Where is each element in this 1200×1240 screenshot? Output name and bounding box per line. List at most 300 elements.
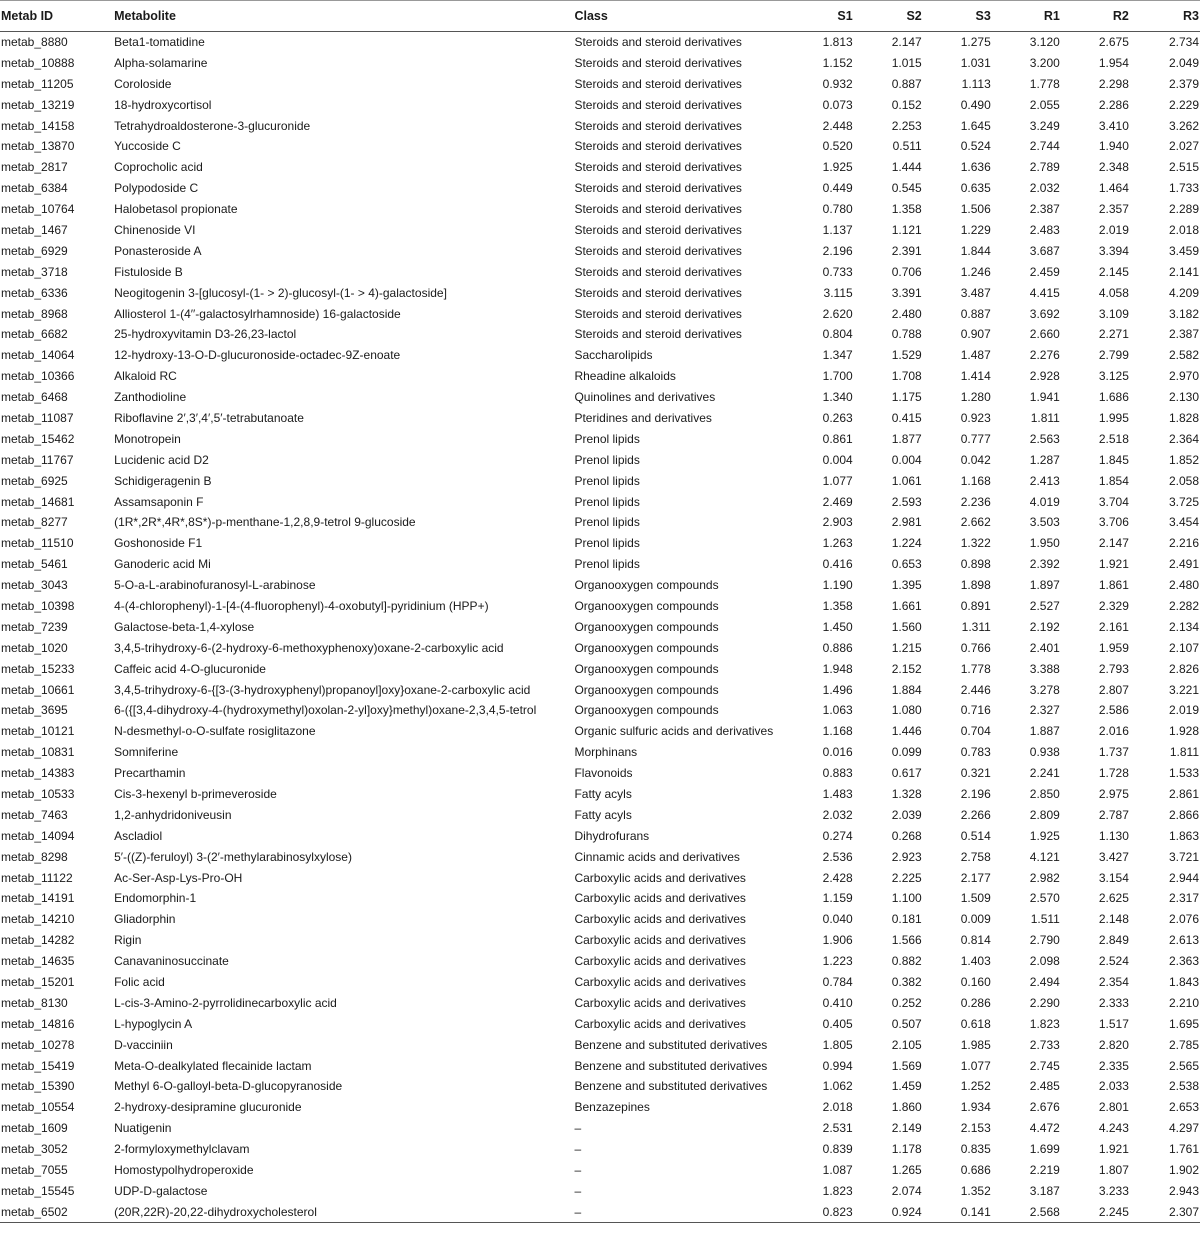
cell-r2: 2.019 xyxy=(1098,222,1129,237)
cell-metab-id: metab_10661 xyxy=(1,682,75,697)
cell-r1: 0.938 xyxy=(1029,745,1060,760)
table-row xyxy=(0,846,1200,867)
cell-s3: 0.141 xyxy=(922,1201,991,1222)
cell-s3: 0.783 xyxy=(960,745,991,760)
cell-metabolite: Ac-Ser-Asp-Lys-Pro-OH xyxy=(114,870,243,885)
cell-s3: 0.898 xyxy=(960,557,991,572)
table-row xyxy=(0,825,1200,846)
cell-r1: 3.503 xyxy=(1029,515,1060,530)
cell-s2: 0.882 xyxy=(891,954,922,969)
cell-s2: 2.593 xyxy=(891,494,922,509)
table-row xyxy=(0,763,1200,784)
cell-s2: 1.560 xyxy=(891,619,922,634)
cell-r1: 2.570 xyxy=(1029,891,1060,906)
cell-s3: 0.923 xyxy=(960,410,991,425)
cell-class: Rheadine alkaloids xyxy=(574,369,676,384)
cell-s2: 0.099 xyxy=(891,745,922,760)
cell-r2: 2.348 xyxy=(1098,160,1129,175)
cell-r3: 2.826 xyxy=(1168,661,1199,676)
cell-s1: 2.903 xyxy=(822,515,853,530)
cell-s1: 2.448 xyxy=(822,118,853,133)
cell-s3: 0.514 xyxy=(960,828,991,843)
cell-r3: 1.863 xyxy=(1168,828,1199,843)
table-row xyxy=(0,345,1200,366)
cell-r3: 2.107 xyxy=(1168,640,1199,655)
cell-metabolite: 25-hydroxyvitamin D3-26,23-lactol xyxy=(114,327,297,342)
cell-s1: 2.620 xyxy=(822,306,853,321)
cell-r3: 3.721 xyxy=(1168,849,1199,864)
cell-s3: 0.716 xyxy=(960,703,991,718)
cell-metabolite: Polypodoside C xyxy=(114,181,199,196)
cell-r1: 2.928 xyxy=(1029,369,1060,384)
cell-s2: 0.507 xyxy=(891,1016,922,1031)
cell-r3: 2.613 xyxy=(1168,933,1199,948)
cell-s1: 0.932 xyxy=(822,76,853,91)
cell-s3: 1.280 xyxy=(960,390,991,405)
cell-r3: 4.209 xyxy=(1168,285,1199,300)
cell-r3: 2.734 xyxy=(1168,35,1199,50)
table-row xyxy=(0,115,1200,136)
cell-class: Carboxylic acids and derivatives xyxy=(574,870,746,885)
cell-r2: 1.954 xyxy=(1098,55,1129,70)
cell-r1: 2.219 xyxy=(1029,1163,1060,1178)
cell-metabolite: 2-formyloxymethylclavam xyxy=(114,1142,250,1157)
cell-metab-id: metab_14064 xyxy=(1,348,75,363)
cell-r3: 2.049 xyxy=(1168,55,1199,70)
cell-metab-id: metab_5461 xyxy=(1,557,68,572)
cell-metabolite: Cis-3-hexenyl b-primeveroside xyxy=(114,787,277,801)
cell-s3: 1.403 xyxy=(960,954,991,969)
cell-metabolite: Yuccoside C xyxy=(114,139,181,154)
table-row xyxy=(0,1118,1200,1139)
cell-class: Carboxylic acids and derivatives xyxy=(574,975,746,990)
table-row xyxy=(0,199,1200,220)
table-header-row xyxy=(0,1,1200,32)
cell-s2: 2.480 xyxy=(891,306,922,321)
cell-metab-id: metab_15462 xyxy=(1,431,75,446)
cell-r2: 2.820 xyxy=(1098,1037,1129,1052)
cell-r2: 2.145 xyxy=(1098,264,1129,279)
cell-r3: 2.538 xyxy=(1168,1079,1199,1094)
cell-r1: 2.809 xyxy=(1029,807,1060,822)
cell-r3: 2.480 xyxy=(1168,578,1199,593)
cell-metabolite: D-vacciniin xyxy=(114,1037,173,1052)
table-row xyxy=(0,742,1200,763)
cell-s1: 0.733 xyxy=(822,264,853,279)
cell-s3: 0.891 xyxy=(960,598,991,613)
cell-class: Carboxylic acids and derivatives xyxy=(574,891,746,906)
table-row xyxy=(0,32,1200,53)
cell-s2: 1.444 xyxy=(891,160,922,175)
cell-s3: 0.042 xyxy=(960,452,991,467)
cell-s1: 2.531 xyxy=(822,1121,853,1136)
cell-s3: 1.645 xyxy=(960,118,991,133)
cell-r3: 2.943 xyxy=(1168,1183,1199,1198)
cell-r1: 2.563 xyxy=(1029,431,1060,446)
cell-class: Saccharolipids xyxy=(574,348,653,363)
cell-metabolite: Canavaninosuccinate xyxy=(114,954,229,969)
cell-metabolite: Galactose-beta-1,4-xylose xyxy=(114,619,255,634)
cell-s1: 1.223 xyxy=(822,954,853,969)
cell-r1: 2.327 xyxy=(1029,703,1060,718)
cell-metab-id: metab_14816 xyxy=(1,1016,75,1031)
cell-metabolite: 3,4,5-trihydroxy-6-(2-hydroxy-6-methoxyphenoxy)oxane-2-carboxylic acid xyxy=(114,640,504,655)
cell-s3: 0.907 xyxy=(960,327,991,342)
cell-s3: 0.814 xyxy=(960,933,991,948)
cell-r3: 2.785 xyxy=(1168,1037,1199,1052)
cell-r3: 2.018 xyxy=(1168,222,1199,237)
cell-r2: 2.286 xyxy=(1098,97,1129,112)
cell-s1: 3.115 xyxy=(823,285,853,300)
cell-class: Quinolines and derivatives xyxy=(574,390,716,405)
cell-r1: 3.187 xyxy=(1029,1183,1060,1198)
cell-metab-id: metab_6468 xyxy=(1,390,68,405)
header-r3: R3 xyxy=(1129,1,1200,32)
cell-r2: 1.686 xyxy=(1098,390,1129,405)
table-row xyxy=(0,491,1200,512)
cell-r2: 1.464 xyxy=(1098,181,1129,196)
cell-metabolite: Halobetasol propionate xyxy=(114,202,238,217)
cell-s1: 0.004 xyxy=(822,452,853,467)
cell-metab-id: metab_10554 xyxy=(1,1100,75,1115)
cell-s2: 1.358 xyxy=(891,202,922,217)
cell-metab-id: metab_14191 xyxy=(1,891,75,906)
cell-s2: 2.152 xyxy=(891,661,922,676)
cell-s3: 2.758 xyxy=(960,849,991,864)
cell-s3: 2.196 xyxy=(960,787,991,801)
cell-r2: 1.130 xyxy=(1098,828,1129,843)
cell-metabolite: 2-hydroxy-desipramine glucuronide xyxy=(114,1100,302,1115)
cell-r2: 1.728 xyxy=(1098,766,1129,781)
cell-metab-id: metab_11510 xyxy=(1,536,74,551)
cell-s3: 1.275 xyxy=(960,35,991,50)
cell-r2: 2.354 xyxy=(1098,975,1129,990)
cell-r2: 2.849 xyxy=(1098,933,1129,948)
cell-r3: 2.387 xyxy=(1168,327,1199,342)
table-row xyxy=(0,992,1200,1013)
cell-r1: 2.401 xyxy=(1029,640,1060,655)
cell-r3: 2.582 xyxy=(1168,348,1199,363)
cell-s2: 2.105 xyxy=(891,1037,922,1052)
cell-metabolite: Lucidenic acid D2 xyxy=(114,452,209,467)
cell-metab-id: metab_10398 xyxy=(1,598,75,613)
cell-s2: 0.415 xyxy=(891,410,922,425)
cell-class: Carboxylic acids and derivatives xyxy=(574,995,746,1010)
cell-class: Benzene and substituted derivatives xyxy=(574,1058,768,1073)
table-row xyxy=(0,1160,1200,1181)
cell-metabolite: Homostypolhydroperoxide xyxy=(114,1163,254,1178)
cell-s1: 2.469 xyxy=(822,494,853,509)
cell-s2: 1.265 xyxy=(891,1163,922,1178)
cell-s2: 1.566 xyxy=(891,933,922,948)
cell-s1: 1.700 xyxy=(822,369,853,384)
cell-r1: 4.121 xyxy=(1029,849,1060,864)
cell-s1: 1.340 xyxy=(822,390,853,405)
cell-s3: 2.266 xyxy=(960,807,991,822)
cell-s1: 0.839 xyxy=(822,1142,853,1157)
cell-metab-id: metab_13219 xyxy=(1,97,75,112)
cell-r2: 3.233 xyxy=(1098,1183,1129,1198)
cell-metabolite: Tetrahydroaldosterone-3-glucuronide xyxy=(114,118,311,133)
header-metab-id: Metab ID xyxy=(0,1,114,32)
cell-r1: 2.032 xyxy=(1029,181,1060,196)
cell-s2: 2.253 xyxy=(891,118,922,133)
cell-s2: 0.252 xyxy=(891,995,922,1010)
cell-s2: 1.661 xyxy=(891,598,922,613)
table-row xyxy=(0,408,1200,429)
cell-metabolite: Goshonoside F1 xyxy=(114,536,203,551)
cell-s3: 0.160 xyxy=(960,975,991,990)
cell-s1: 2.018 xyxy=(822,1100,853,1115)
cell-r2: 2.975 xyxy=(1098,787,1129,801)
cell-s1: 1.948 xyxy=(822,661,853,676)
cell-metab-id: metab_3718 xyxy=(1,264,68,279)
cell-r1: 2.241 xyxy=(1029,766,1060,781)
cell-s1: 1.168 xyxy=(822,724,853,739)
cell-metabolite: 12-hydroxy-13-O-D-glucuronoside-octadec-9Z-enoate xyxy=(114,348,401,363)
cell-class: Organooxygen compounds xyxy=(574,682,719,697)
cell-s3: 0.635 xyxy=(960,181,991,196)
cell-s2: 0.924 xyxy=(853,1201,922,1222)
table-row xyxy=(0,1180,1200,1201)
cell-s3: 1.168 xyxy=(960,473,991,488)
cell-r2: 1.959 xyxy=(1098,640,1129,655)
cell-r1: 2.676 xyxy=(1029,1100,1060,1115)
table-row xyxy=(0,94,1200,115)
cell-s1: 1.077 xyxy=(822,473,853,488)
cell-class: Prenol lipids xyxy=(574,536,640,551)
cell-s3: 1.898 xyxy=(960,578,991,593)
cell-r2: 2.329 xyxy=(1098,598,1129,613)
cell-s1: 0.405 xyxy=(822,1016,853,1031)
cell-class: Steroids and steroid derivatives xyxy=(574,160,742,175)
table-row xyxy=(0,972,1200,993)
cell-class: Organooxygen compounds xyxy=(574,661,719,676)
table-row xyxy=(0,240,1200,261)
cell-s1: 1.823 xyxy=(822,1183,853,1198)
table-row xyxy=(0,700,1200,721)
cell-s2: 1.569 xyxy=(891,1058,922,1073)
cell-s1: 1.925 xyxy=(822,160,853,175)
cell-metab-id: metab_13870 xyxy=(1,139,75,154)
cell-metabolite: Fistuloside B xyxy=(114,264,183,279)
cell-r2: 2.793 xyxy=(1098,661,1129,676)
cell-r2: 2.333 xyxy=(1098,995,1129,1010)
cell-s2: 0.617 xyxy=(891,766,922,781)
cell-metabolite: Ascladiol xyxy=(114,828,163,843)
cell-s1: 0.804 xyxy=(822,327,853,342)
cell-class: Steroids and steroid derivatives xyxy=(574,118,742,133)
cell-metabolite: 4-(4-chlorophenyl)-1-[4-(4-fluorophenyl)-4-oxobutyl]-pyridinium (HPP+) xyxy=(114,598,489,613)
cell-metab-id: metab_14094 xyxy=(1,828,75,843)
cell-s2: 0.152 xyxy=(891,97,922,112)
cell-class: Steroids and steroid derivatives xyxy=(574,222,742,237)
cell-r2: 2.148 xyxy=(1098,912,1129,927)
cell-r1: 2.789 xyxy=(1029,160,1060,175)
cell-s3: 0.524 xyxy=(960,139,991,154)
table-row xyxy=(0,554,1200,575)
cell-metabolite: (1R*,2R*,4R*,8S*)-p-menthane-1,2,8,9-tetrol 9-glucoside xyxy=(114,515,416,530)
cell-r3: 3.262 xyxy=(1168,118,1199,133)
cell-s3: 0.777 xyxy=(960,431,991,446)
cell-metab-id: metab_10366 xyxy=(1,369,75,384)
cell-metabolite: 6-({[3,4-dihydroxy-4-(hydroxymethyl)oxolan-2-yl]oxy}methyl)oxane-2,3,4,5-tetrol xyxy=(114,703,537,718)
table-row xyxy=(0,1034,1200,1055)
cell-class: Steroids and steroid derivatives xyxy=(574,306,742,321)
cell-r1: 3.278 xyxy=(1029,682,1060,697)
cell-s3: 1.844 xyxy=(960,243,991,258)
cell-metab-id: metab_7463 xyxy=(1,807,68,822)
cell-r3: 2.130 xyxy=(1168,390,1199,405)
cell-r1: 1.811 xyxy=(1030,410,1060,425)
cell-r1: 1.887 xyxy=(1029,724,1060,739)
cell-s3: 0.766 xyxy=(960,640,991,655)
cell-r2: 2.625 xyxy=(1098,891,1129,906)
cell-class: Morphinans xyxy=(574,745,638,760)
table-row xyxy=(0,804,1200,825)
cell-s3: 1.414 xyxy=(960,369,991,384)
cell-r1: 1.950 xyxy=(1029,536,1060,551)
cell-metab-id: metab_7055 xyxy=(1,1163,68,1178)
cell-r1: 2.290 xyxy=(1029,995,1060,1010)
cell-r3: 2.653 xyxy=(1168,1100,1199,1115)
cell-r1: 2.494 xyxy=(1029,975,1060,990)
cell-r1: 1.778 xyxy=(1029,76,1060,91)
cell-class: Steroids and steroid derivatives xyxy=(574,285,742,300)
cell-metab-id: metab_2817 xyxy=(1,160,68,175)
cell-r3: 2.141 xyxy=(1168,264,1199,279)
cell-r1: 2.745 xyxy=(1029,1058,1060,1073)
cell-s2: 0.268 xyxy=(891,828,922,843)
cell-r3: 3.454 xyxy=(1168,515,1199,530)
cell-s1: 0.040 xyxy=(822,912,853,927)
cell-s3: 1.934 xyxy=(960,1100,991,1115)
cell-r2: 3.125 xyxy=(1098,369,1129,384)
cell-metabolite: Neogitogenin 3-[glucosyl-(1- > 2)-glucosyl-(1- > 4)-galactoside] xyxy=(114,285,447,300)
cell-s3: 0.887 xyxy=(960,306,991,321)
cell-s2: 1.877 xyxy=(891,431,922,446)
table-row xyxy=(0,282,1200,303)
cell-class: Carboxylic acids and derivatives xyxy=(574,954,746,969)
cell-r1: 2.387 xyxy=(1029,202,1060,217)
cell-r3: 2.317 xyxy=(1168,891,1199,906)
cell-r1: 2.485 xyxy=(1029,1079,1060,1094)
table-row xyxy=(0,136,1200,157)
cell-s2: 2.225 xyxy=(891,870,922,885)
cell-r1: 2.459 xyxy=(1029,264,1060,279)
cell-r3: 1.828 xyxy=(1168,410,1199,425)
cell-metabolite: 3,4,5-trihydroxy-6-{[3-(3-hydroxyphenyl)propanoyl]oxy}oxane-2-carboxylic acid xyxy=(114,682,531,697)
cell-r2: 1.807 xyxy=(1098,1163,1129,1178)
cell-r3: 2.058 xyxy=(1168,473,1199,488)
cell-r2: 2.298 xyxy=(1098,76,1129,91)
table-row xyxy=(0,533,1200,554)
cell-metab-id: metab_8277 xyxy=(1,515,68,530)
cell-metab-id: metab_14282 xyxy=(1,933,75,948)
cell-r3: 1.533 xyxy=(1168,766,1199,781)
cell-s1: 2.428 xyxy=(822,870,853,885)
cell-metabolite: Somniferine xyxy=(114,745,179,760)
cell-s1: 0.784 xyxy=(822,975,853,990)
cell-r3: 2.019 xyxy=(1168,703,1199,718)
table-row xyxy=(0,73,1200,94)
cell-r3: 1.928 xyxy=(1168,724,1199,739)
cell-metab-id: metab_15545 xyxy=(1,1183,75,1198)
cell-metabolite: L-hypoglycin A xyxy=(114,1016,193,1031)
cell-class: Carboxylic acids and derivatives xyxy=(574,1016,746,1031)
cell-class: Steroids and steroid derivatives xyxy=(574,97,742,112)
cell-r1: 2.527 xyxy=(1029,598,1060,613)
table-row xyxy=(0,303,1200,324)
cell-s3: 2.446 xyxy=(960,682,991,697)
table-row xyxy=(0,220,1200,241)
cell-r2: 2.807 xyxy=(1098,682,1129,697)
cell-r2: 2.271 xyxy=(1098,327,1129,342)
cell-s3: 1.778 xyxy=(960,661,991,676)
cell-s2: 0.511 xyxy=(892,139,922,154)
cell-metabolite: Rigin xyxy=(114,933,142,948)
table-row xyxy=(0,1097,1200,1118)
cell-r2: 1.861 xyxy=(1098,578,1129,593)
cell-r1: 2.392 xyxy=(1029,557,1060,572)
cell-s2: 1.884 xyxy=(891,682,922,697)
cell-r2: 1.517 xyxy=(1098,1016,1129,1031)
cell-s1: 1.906 xyxy=(822,933,853,948)
cell-s1: 2.196 xyxy=(822,243,853,258)
cell-s1: 0.886 xyxy=(822,640,853,655)
cell-r1: 2.733 xyxy=(1029,1037,1060,1052)
cell-s3: 2.662 xyxy=(960,515,991,530)
cell-r3: 2.944 xyxy=(1168,870,1199,885)
cell-metab-id: metab_10888 xyxy=(1,55,75,70)
cell-s1: 0.073 xyxy=(822,97,853,112)
cell-s2: 0.004 xyxy=(891,452,922,467)
cell-r1: 1.699 xyxy=(1029,1142,1060,1157)
cell-s2: 0.382 xyxy=(891,975,922,990)
cell-r2: 2.586 xyxy=(1098,703,1129,718)
cell-metabolite: Assamsaponin F xyxy=(114,494,204,509)
cell-metabolite: 5′-((Z)-feruloyl) 3-(2′-methylarabinosylxylose) xyxy=(114,849,352,864)
cell-metabolite: UDP-D-galactose xyxy=(114,1183,208,1198)
cell-metab-id: metab_6336 xyxy=(1,285,68,300)
cell-s1: 1.152 xyxy=(822,55,853,70)
cell-s2: 1.015 xyxy=(891,55,922,70)
cell-r1: 1.287 xyxy=(1029,452,1060,467)
cell-s3: 1.985 xyxy=(960,1037,991,1052)
cell-metabolite: Monotropein xyxy=(114,431,181,446)
cell-r2: 2.524 xyxy=(1098,954,1129,969)
cell-metab-id: metab_11767 xyxy=(1,452,74,467)
cell-s2: 0.887 xyxy=(891,76,922,91)
cell-r1: 3.388 xyxy=(1029,661,1060,676)
cell-r2: 2.675 xyxy=(1098,35,1129,50)
cell-metab-id: metab_8298 xyxy=(1,849,68,864)
cell-metab-id: metab_3043 xyxy=(1,578,68,593)
cell-s1: 1.063 xyxy=(822,703,853,718)
cell-metab-id: metab_1609 xyxy=(1,1121,68,1136)
cell-metabolite: 5-O-a-L-arabinofuranosyl-L-arabinose xyxy=(114,578,316,593)
cell-class: Pteridines and derivatives xyxy=(574,410,712,425)
cell-metab-id: metab_6384 xyxy=(1,181,68,196)
cell-s3: 0.490 xyxy=(960,97,991,112)
cell-class: Steroids and steroid derivatives xyxy=(574,264,742,279)
cell-class: Organooxygen compounds xyxy=(574,598,719,613)
cell-s2: 1.061 xyxy=(891,473,922,488)
cell-class: Fatty acyls xyxy=(574,807,632,822)
cell-r3: 1.733 xyxy=(1168,181,1199,196)
cell-r2: 3.706 xyxy=(1098,515,1129,530)
cell-r3: 2.491 xyxy=(1168,557,1199,572)
